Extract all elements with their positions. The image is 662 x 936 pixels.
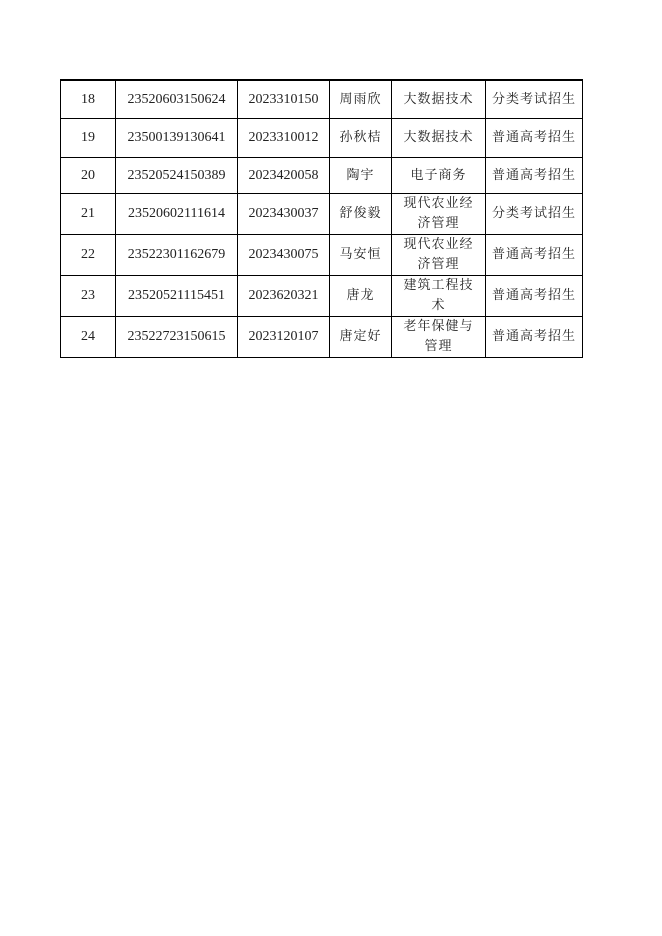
admission-type-cell: 普通高考招生	[486, 158, 583, 194]
major-cell: 大数据技术	[392, 119, 486, 158]
student-id-cell: 2023310012	[238, 119, 330, 158]
student-id-cell: 2023430075	[238, 235, 330, 276]
major-cell: 现代农业经济管理	[392, 194, 486, 235]
student-id-cell: 2023420058	[238, 158, 330, 194]
student-id-cell: 2023430037	[238, 194, 330, 235]
name-cell: 孙秋桔	[330, 119, 392, 158]
table-row	[61, 80, 583, 119]
admission-type-cell: 普通高考招生	[486, 235, 583, 276]
major-cell: 大数据技术	[392, 80, 486, 119]
name-cell: 唐龙	[330, 276, 392, 317]
row-number: 23	[61, 276, 116, 317]
major-cell: 老年保健与管理	[392, 317, 486, 358]
table-row	[61, 317, 583, 358]
name-cell: 马安恒	[330, 235, 392, 276]
table-row	[61, 194, 583, 235]
row-number: 22	[61, 235, 116, 276]
row-number: 18	[61, 80, 116, 119]
student-id-cell: 2023120107	[238, 317, 330, 358]
admission-type-cell: 普通高考招生	[486, 276, 583, 317]
name-cell: 唐定好	[330, 317, 392, 358]
table-row	[61, 119, 583, 158]
major-cell: 电子商务	[392, 158, 486, 194]
name-cell: 陶宇	[330, 158, 392, 194]
exam-id-cell: 23520521115451	[116, 276, 238, 317]
exam-id-cell: 23522723150615	[116, 317, 238, 358]
name-cell: 周雨欣	[330, 80, 392, 119]
student-id-cell: 2023620321	[238, 276, 330, 317]
table-row	[61, 158, 583, 194]
student-id-cell: 2023310150	[238, 80, 330, 119]
row-number: 21	[61, 194, 116, 235]
student-roster-table	[60, 79, 583, 358]
admission-type-cell: 普通高考招生	[486, 317, 583, 358]
major-cell: 建筑工程技术	[392, 276, 486, 317]
row-number: 24	[61, 317, 116, 358]
major-cell: 现代农业经济管理	[392, 235, 486, 276]
row-number: 20	[61, 158, 116, 194]
admission-type-cell: 分类考试招生	[486, 80, 583, 119]
name-cell: 舒俊毅	[330, 194, 392, 235]
exam-id-cell: 23520603150624	[116, 80, 238, 119]
exam-id-cell: 23500139130641	[116, 119, 238, 158]
row-number: 19	[61, 119, 116, 158]
exam-id-cell: 23520602111614	[116, 194, 238, 235]
exam-id-cell: 23520524150389	[116, 158, 238, 194]
table-row	[61, 276, 583, 317]
admission-type-cell: 普通高考招生	[486, 119, 583, 158]
admission-type-cell: 分类考试招生	[486, 194, 583, 235]
exam-id-cell: 23522301162679	[116, 235, 238, 276]
table-row	[61, 235, 583, 276]
